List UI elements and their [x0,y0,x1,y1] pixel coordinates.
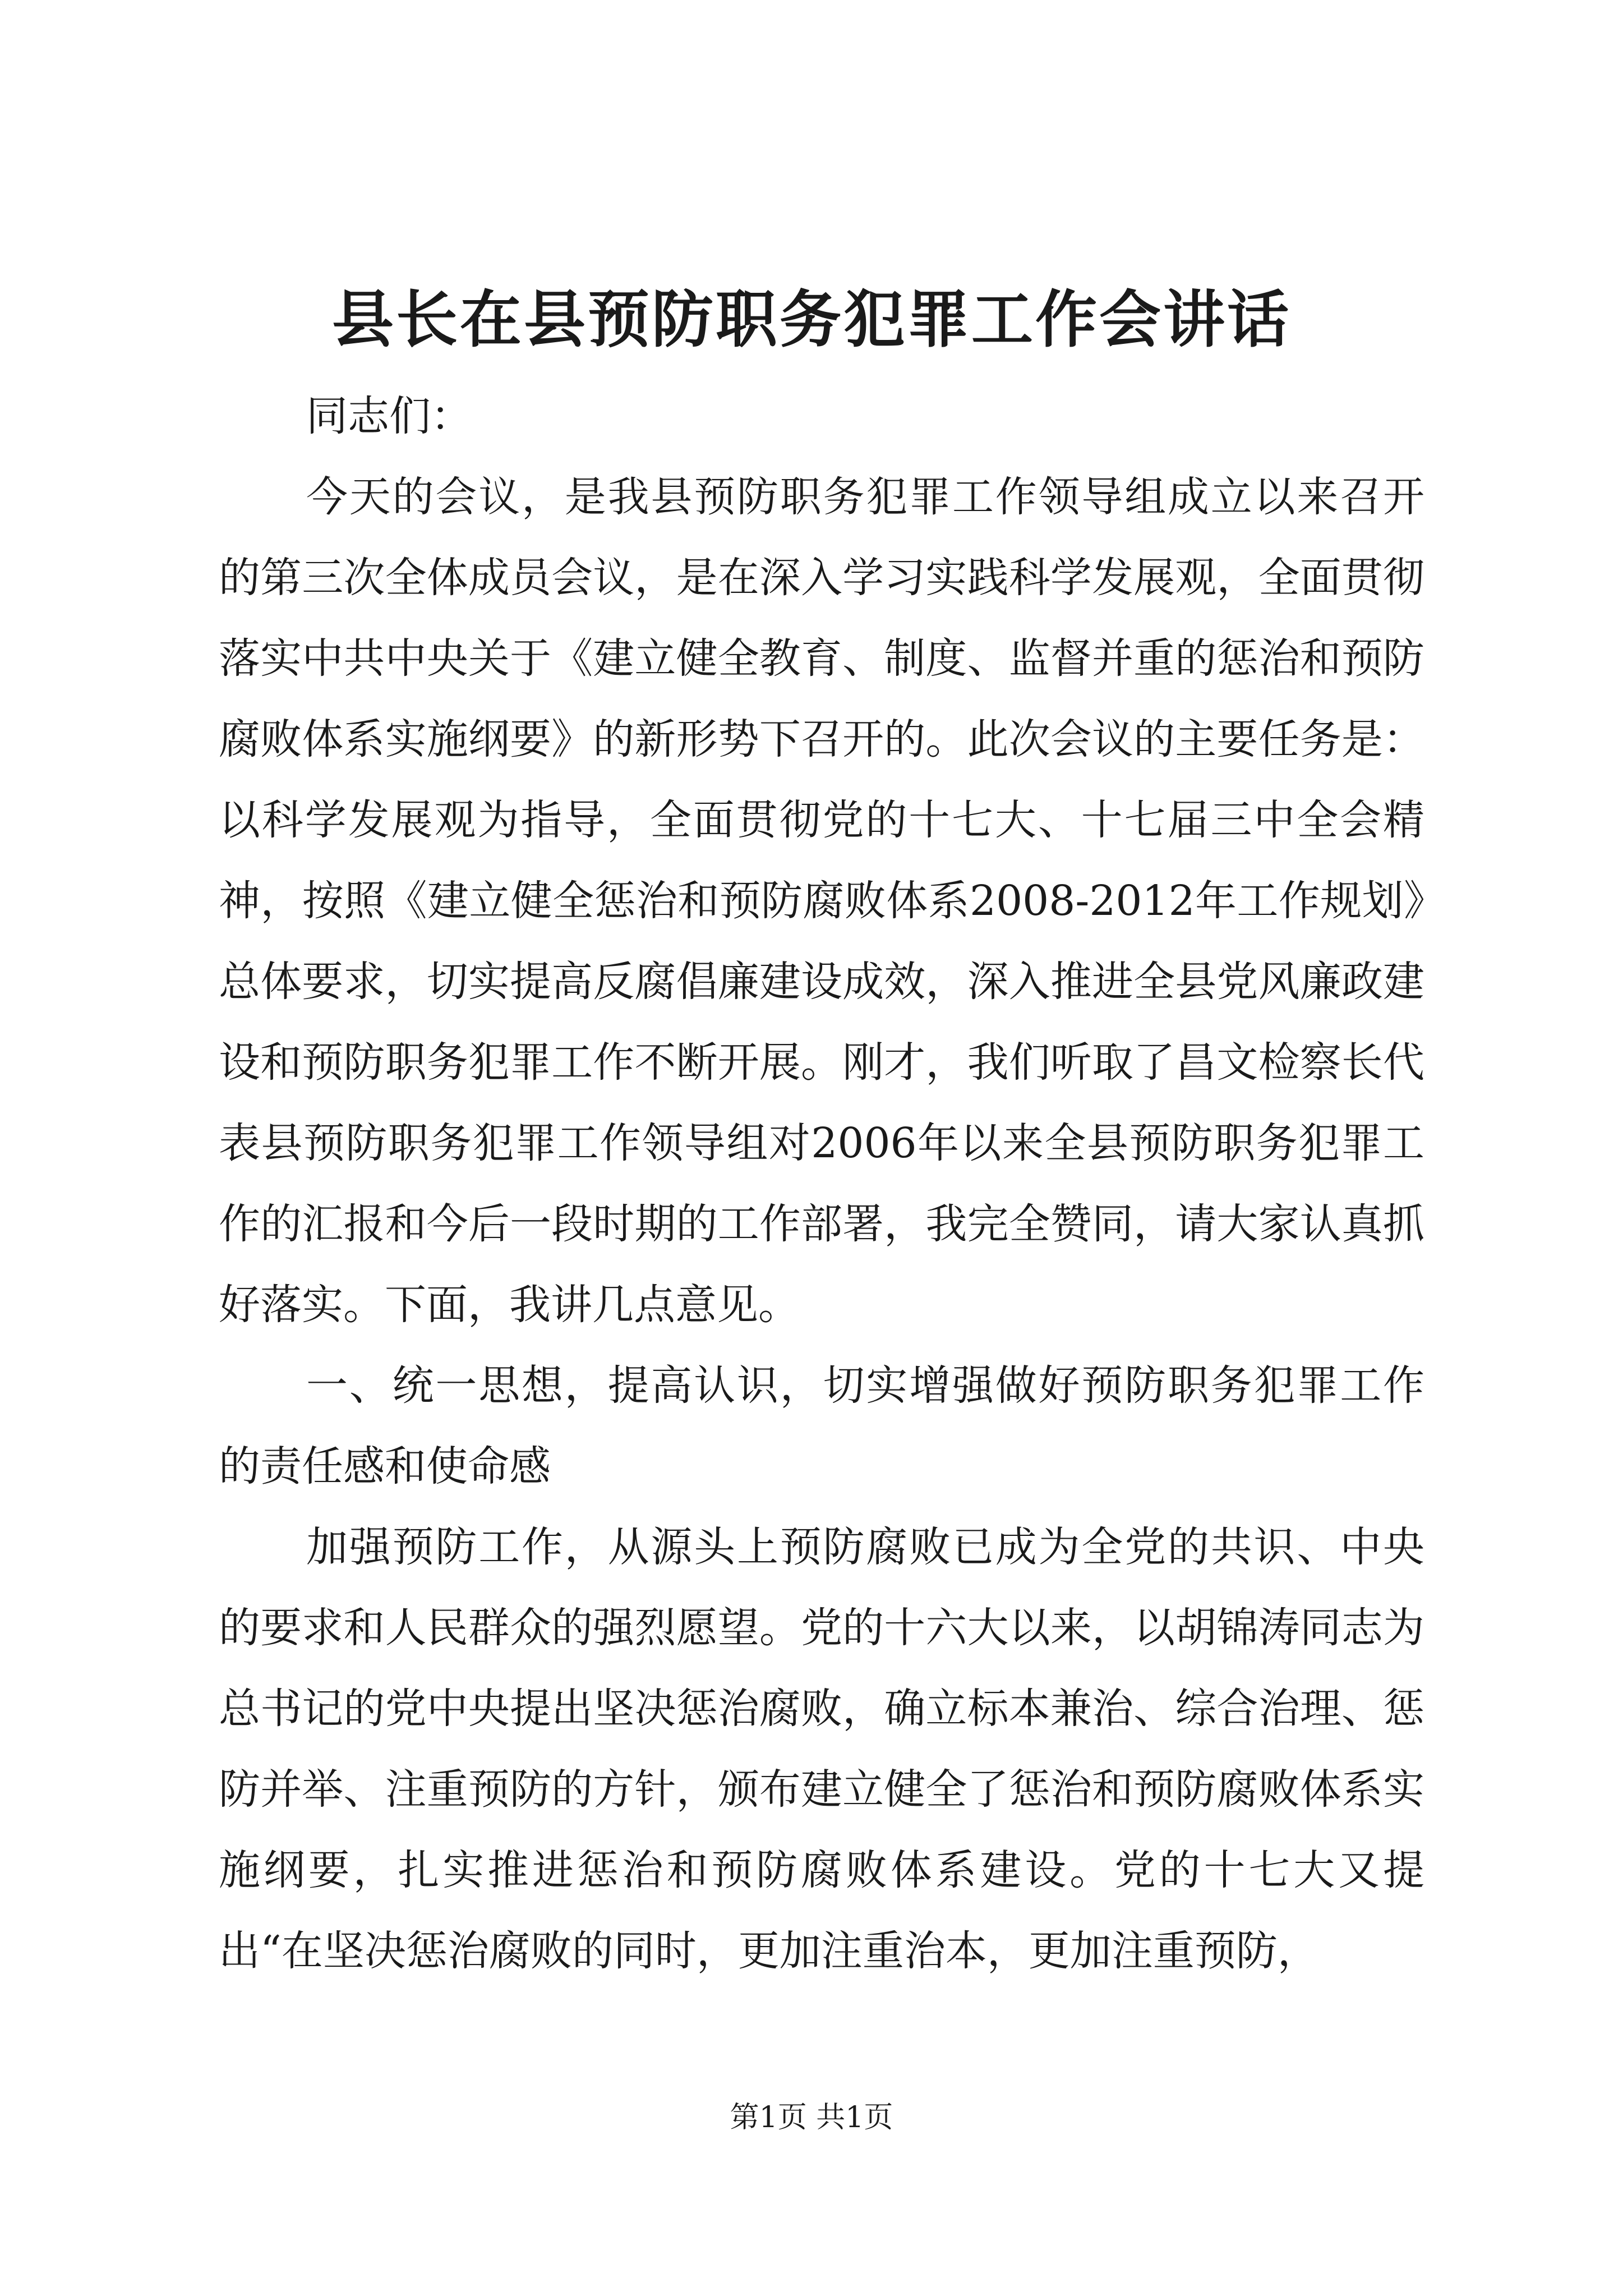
page-number-footer: 第1页 共1页 [730,2101,893,2134]
document-body [219,376,1424,1991]
section-heading: 一、统一思想，提高认识，切实增强做好预防职务犯罪工作的责任感和使命感 [219,1361,1424,1490]
salutation-paragraph: 同志们： [306,392,472,440]
body-paragraph: 加强预防工作，从源头上预防腐败已成为全党的共识、中央的要求和人民群众的强烈愿望。党的十六大以来，以胡锦涛同志为总书记的党中央提出坚决惩治腐败，确立标本兼治、综合治理、惩防并举、注重预防的方针，颁布建立健全了惩治和预防腐败体系实施纲要，扎实推进惩治和预防腐败体系建设。党的十七大又提出“在坚决惩治腐败的同时，更加注重治本，更加注重预防， [219,1523,1424,1975]
document-title: 县长在县预防职务犯罪工作会讲话 [332,283,1291,356]
body-paragraph: 今天的会议，是我县预防职务犯罪工作领导组成立以来召开的第三次全体成员会议，是在深入学习实践科学发展观，全面贯彻落实中共中央关于《建立健全教育、制度、监督并重的惩治和预防腐败体系实施纲要》的新形势下召开的。此次会议的主要任务是：以科学发展观为指导，全面贯彻党的十七大、十七届三中全会精神，按照《建立健全惩治和预防腐败体系2008-2012年工作规划》总体要求，切实提高反腐倡廉建设成效，深入推进全县党风廉政建设和预防职务犯罪工作不断开展。刚才，我们听取了昌文检察长代表县预防职务犯罪工作领导组对2006年以来全县预防职务犯罪工作的汇报和今后一段时期的工作部署，我完全赞同，请大家认真抓好落实。下面，我讲几点意见。 [219,473,1424,1329]
